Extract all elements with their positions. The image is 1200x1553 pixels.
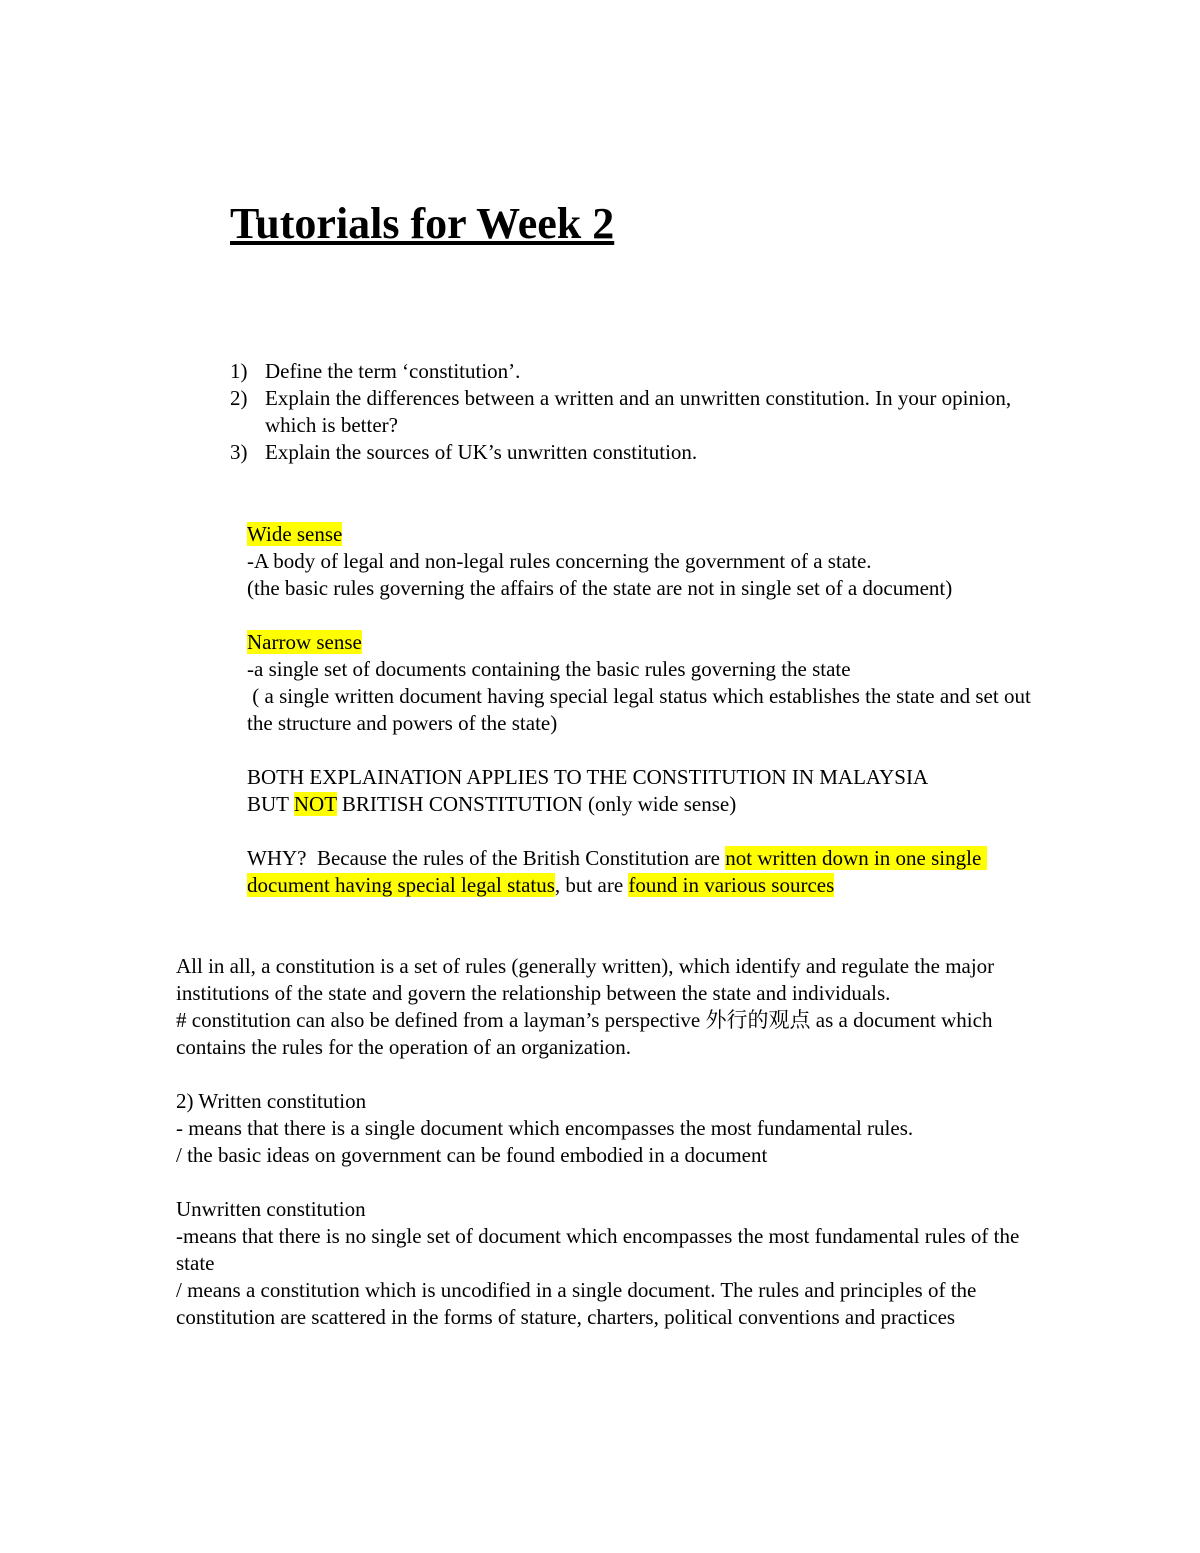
question-text: Explain the sources of UK’s unwritten constitution. xyxy=(265,440,698,464)
written-definition: - means that there is a single document which encompasses the most fundamental rules. xyxy=(176,1116,914,1140)
answer-section xyxy=(247,521,1037,899)
question-number: 2) xyxy=(230,386,248,410)
chinese-text: 外行的观点 xyxy=(705,1008,811,1032)
narrow-sense-heading: Narrow sense xyxy=(247,630,362,654)
written-note: / the basic ideas on government can be found embodied in a document xyxy=(176,1143,768,1167)
why-highlight-1: not written down in one single document having special legal status xyxy=(247,846,987,897)
both-explanation-line: BOTH EXPLAINATION APPLIES TO THE CONSTITUTION IN MALAYSIA xyxy=(247,765,929,789)
question-item xyxy=(230,385,1030,439)
unwritten-heading: Unwritten constitution xyxy=(176,1197,366,1221)
unwritten-note: / means a constitution which is uncodified in a single document. The rules and principles of the constitution are scattered in the forms of stature, charters, political conventions and practices xyxy=(176,1278,977,1329)
narrow-sense-definition: -a single set of documents containing the basic rules governing the state xyxy=(247,657,851,681)
wide-sense-heading: Wide sense xyxy=(247,522,343,546)
summary-paragraph: All in all, a constitution is a set of rules (generally written), which identify and regulate the major institutions of the state and govern the relationship between the state and individuals. xyxy=(176,954,995,1005)
wide-sense-note: (the basic rules governing the affairs of the state are not in single set of a document) xyxy=(247,576,953,600)
question-list xyxy=(230,358,1030,466)
wide-sense-definition: -A body of legal and non-legal rules concerning the government of a state. xyxy=(247,549,872,573)
question-text: Explain the differences between a written and an unwritten constitution. In your opinion, which is better? xyxy=(265,386,1012,437)
question-number: 3) xyxy=(230,440,248,464)
question-item xyxy=(230,358,1030,385)
notes-section xyxy=(176,953,1036,1331)
question-item xyxy=(230,439,1030,466)
page-title: Tutorials for Week 2 xyxy=(230,199,615,248)
both-explanation-line-2: BUT NOT BRITISH CONSTITUTION (only wide sense) xyxy=(247,792,737,816)
why-paragraph: WHY? Because the rules of the British Constitution are not written down in one single document having special legal status, but are found in various sources xyxy=(247,846,987,897)
layman-paragraph: # constitution can also be defined from a layman’s perspective 外行的观点 as a document which contains the rules for the operation of an organization. xyxy=(176,1008,993,1059)
not-highlight: NOT xyxy=(293,792,337,816)
unwritten-definition: -means that there is no single set of document which encompasses the most fundamental rules of the state xyxy=(176,1224,1020,1275)
question-text: Define the term ‘constitution’. xyxy=(265,359,521,383)
written-heading: 2) Written constitution xyxy=(176,1089,367,1113)
question-number: 1) xyxy=(230,359,248,383)
narrow-sense-note: ( a single written document having special legal status which establishes the state and set out the structure and powers of the state) xyxy=(247,684,1037,735)
why-highlight-2: found in various sources xyxy=(628,873,835,897)
